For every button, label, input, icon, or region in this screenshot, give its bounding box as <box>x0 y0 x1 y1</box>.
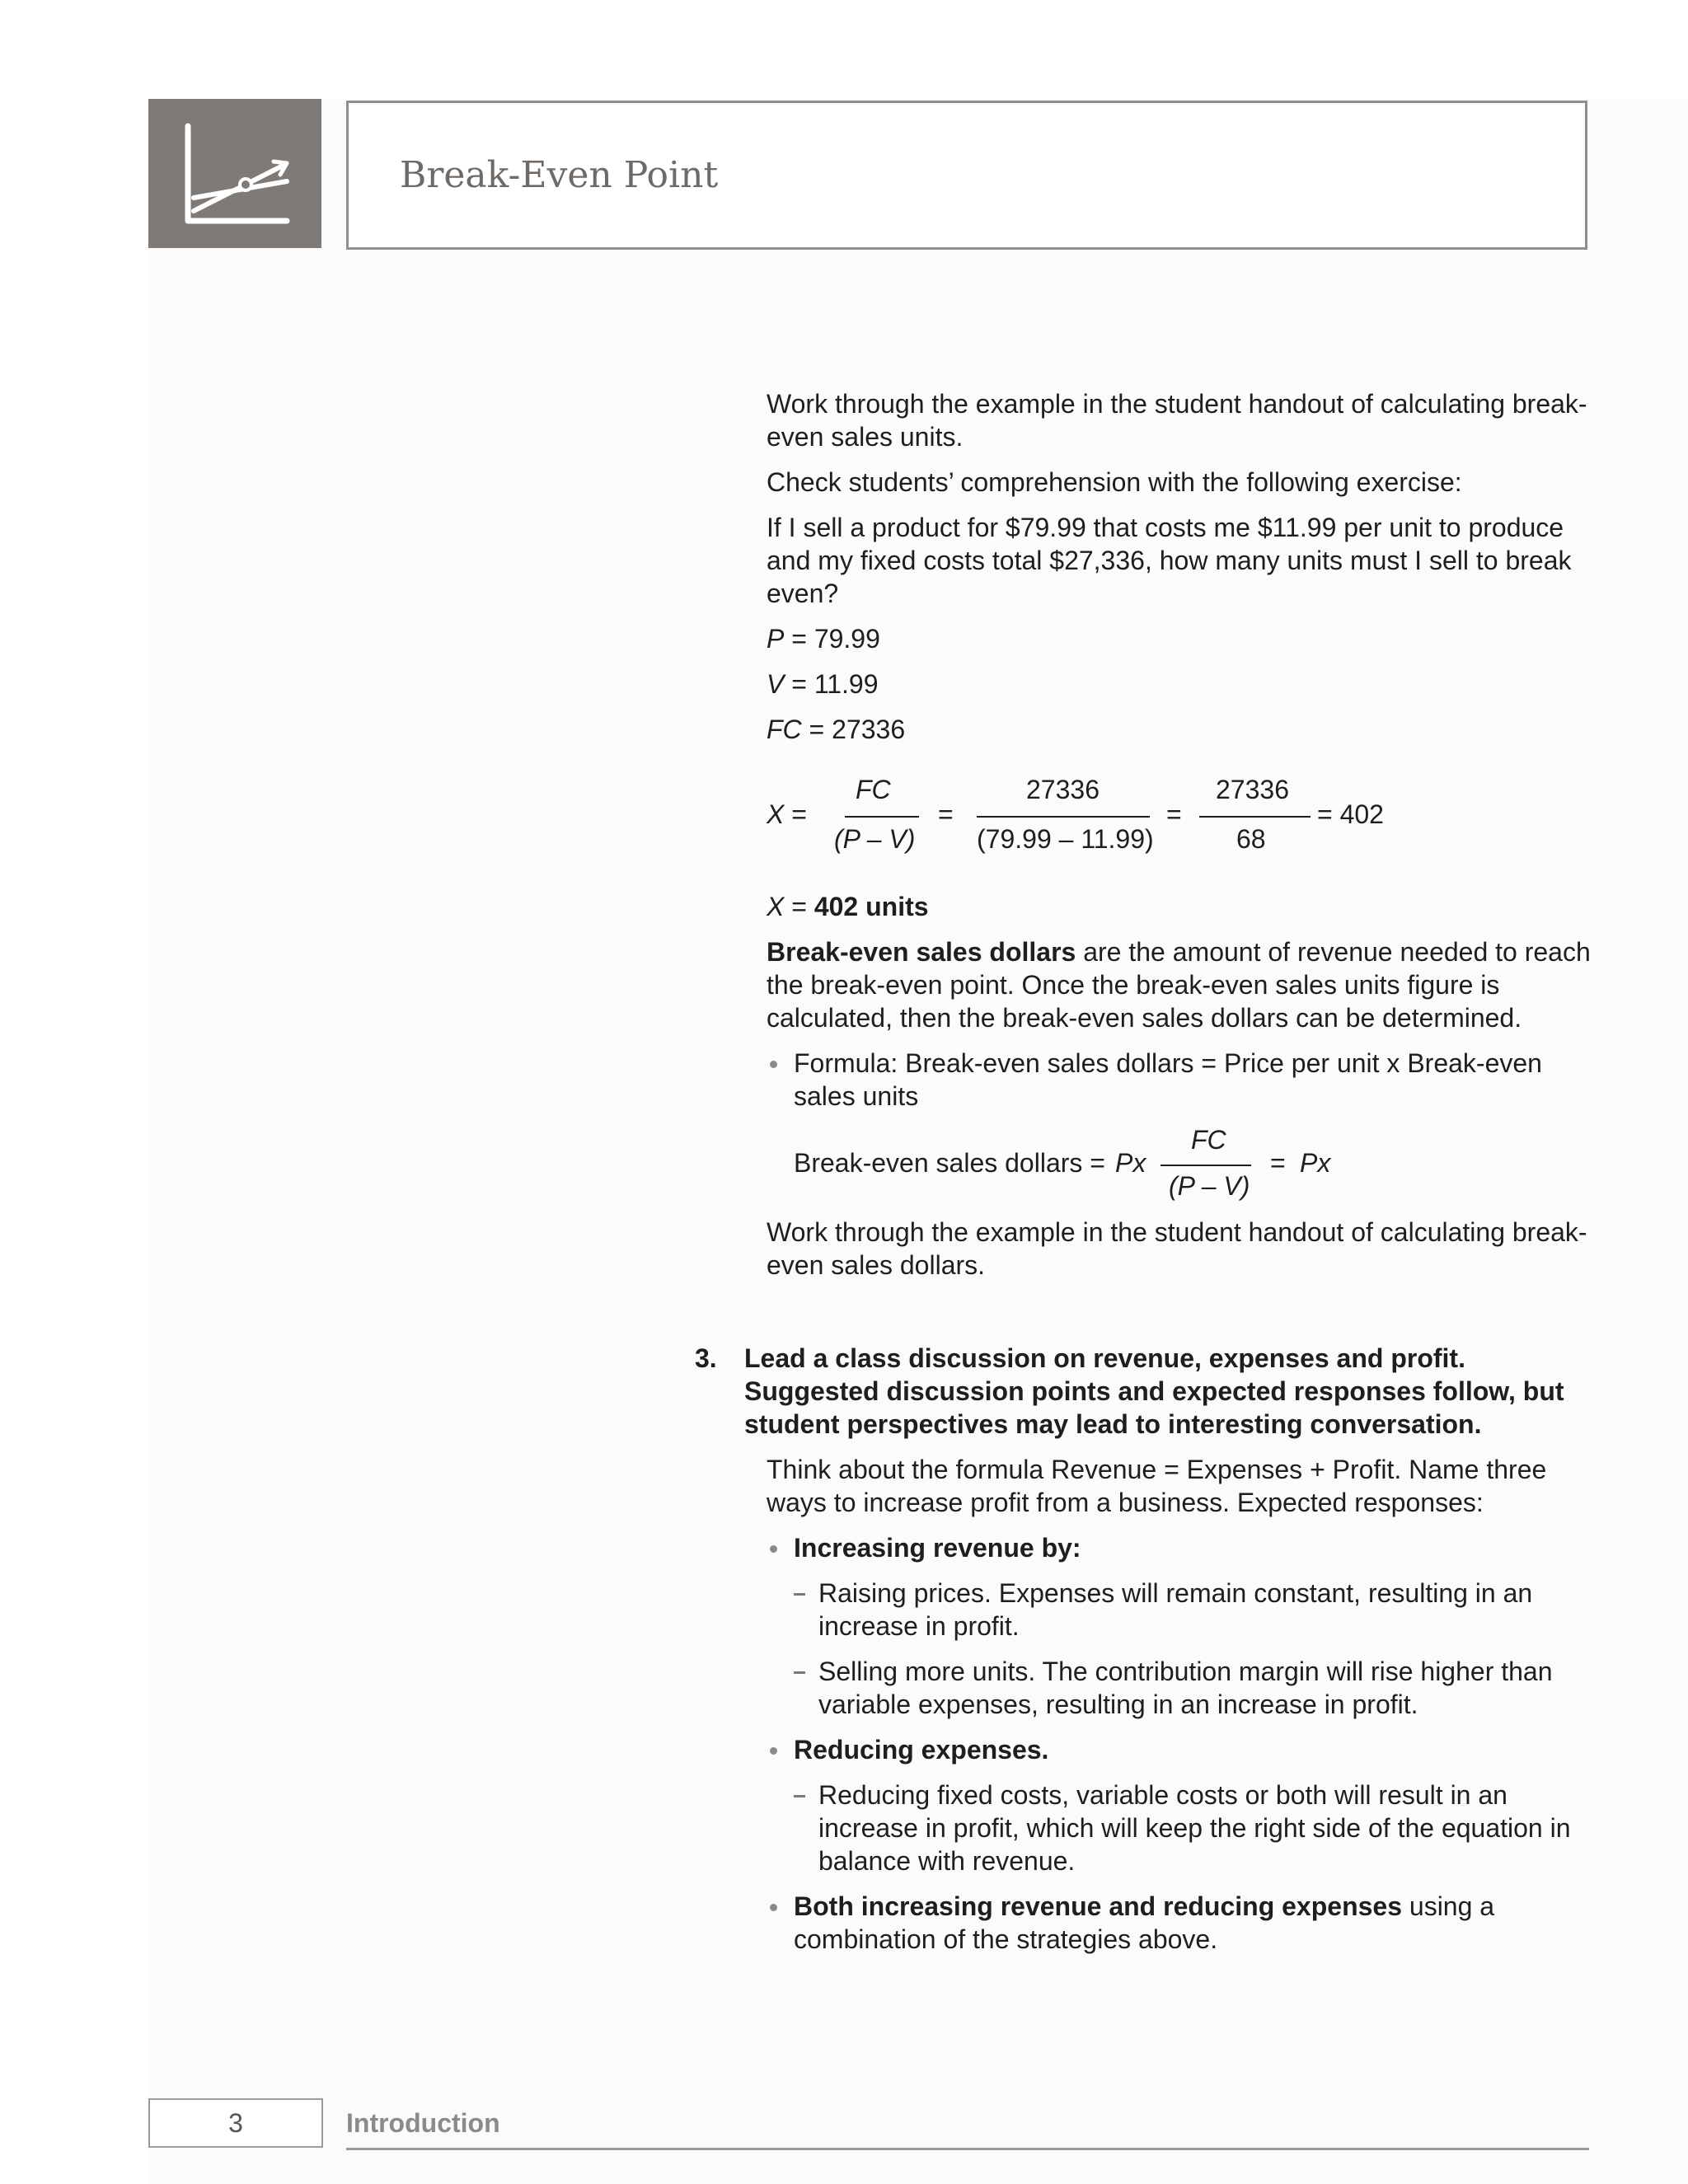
title-box <box>346 101 1587 250</box>
sales-dollars-definition: Break-even sales dollars are the amount of revenue needed to reach the break-even point. Once the break-even sales units figure is calculated, then the break-even sales dollars can be determined. <box>767 937 1591 1033</box>
page-title: Break-Even Point <box>400 154 719 196</box>
equation-result: = 402 <box>1317 799 1384 829</box>
formula-bullet: Formula: Break-even sales dollars = Price per unit x Break-even sales units <box>767 1047 1591 1113</box>
fraction-bar <box>977 816 1150 818</box>
fraction-bar <box>1160 1165 1251 1166</box>
sales-dollars-equation <box>794 1125 1591 1207</box>
break-even-equation <box>767 766 1591 865</box>
equation-denominator-2: (79.99 – 11.99) <box>977 824 1154 854</box>
main-content <box>767 387 1591 1294</box>
list-item: Reducing expenses. <box>767 1733 1601 1766</box>
intro-paragraph-1: Work through the example in the student handout of calculating break-even sales units. <box>767 389 1587 452</box>
fraction-bar <box>1199 816 1311 818</box>
formula-numerator: FC <box>1191 1125 1226 1155</box>
break-even-chart-icon <box>148 99 321 248</box>
equation-numerator-1: FC <box>856 775 891 804</box>
intro-paragraph-2: Check students’ comprehension with the following exercise: <box>767 467 1462 497</box>
section-3 <box>695 1342 1601 1968</box>
page-number: 3 <box>148 2098 323 2148</box>
section-body <box>767 1453 1601 1956</box>
answer-line: X = 402 units <box>767 892 929 921</box>
list-subitem: Reducing fixed costs, variable costs or both will result in an increase in profit, which will keep the right side of the equation in balance with revenue. <box>794 1779 1601 1877</box>
equals-sign: = <box>1166 799 1182 829</box>
list-item: Both increasing revenue and reducing expenses using a combination of the strategies above. <box>767 1890 1601 1956</box>
list-subitem: Raising prices. Expenses will remain constant, resulting in an increase in profit. <box>794 1577 1601 1643</box>
equals-sign: = <box>938 799 954 829</box>
footer-section-label: Introduction <box>346 2108 500 2138</box>
list-subitem: Selling more units. The contribution margin will rise higher than variable expenses, resulting in an increase in profit. <box>794 1655 1601 1721</box>
exercise-question: If I sell a product for $79.99 that costs me $11.99 per unit to produce and my fixed costs total $27,336, how many units must I sell to break even? <box>767 513 1572 608</box>
equation-denominator-1: (P – V) <box>834 824 916 854</box>
fixed-cost-value: FC = 27336 <box>767 715 906 744</box>
equation-numerator-2: 27336 <box>1026 775 1100 804</box>
equation-lhs: X = <box>767 799 807 829</box>
formula-denominator: (P – V) <box>1169 1171 1250 1201</box>
sales-dollars-paragraph: Work through the example in the student handout of calculating break-even sales dollars. <box>767 1217 1587 1280</box>
section-number: 3. <box>695 1343 717 1373</box>
formula-lhs: Break-even sales dollars = <box>794 1148 1105 1178</box>
section-heading: Lead a class discussion on revenue, expenses and profit. Suggested discussion points and expected responses follow, but student perspectives may lead to interesting conversation. <box>744 1343 1564 1439</box>
footer-divider <box>346 2148 1589 2150</box>
equals-sign: = <box>1270 1148 1286 1178</box>
variable-cost-value: V = 11.99 <box>767 669 879 699</box>
equation-numerator-3: 27336 <box>1216 775 1289 804</box>
section-intro: Think about the formula Revenue = Expenses + Profit. Name three ways to increase profit from a business. Expected responses: <box>767 1455 1547 1517</box>
formula-px: Px <box>1115 1148 1146 1178</box>
equation-denominator-3: 68 <box>1236 824 1266 854</box>
fraction-bar <box>845 816 919 818</box>
formula-rhs: Px <box>1300 1148 1331 1178</box>
list-item: Increasing revenue by: <box>767 1531 1601 1564</box>
price-value: P = 79.99 <box>767 624 880 654</box>
